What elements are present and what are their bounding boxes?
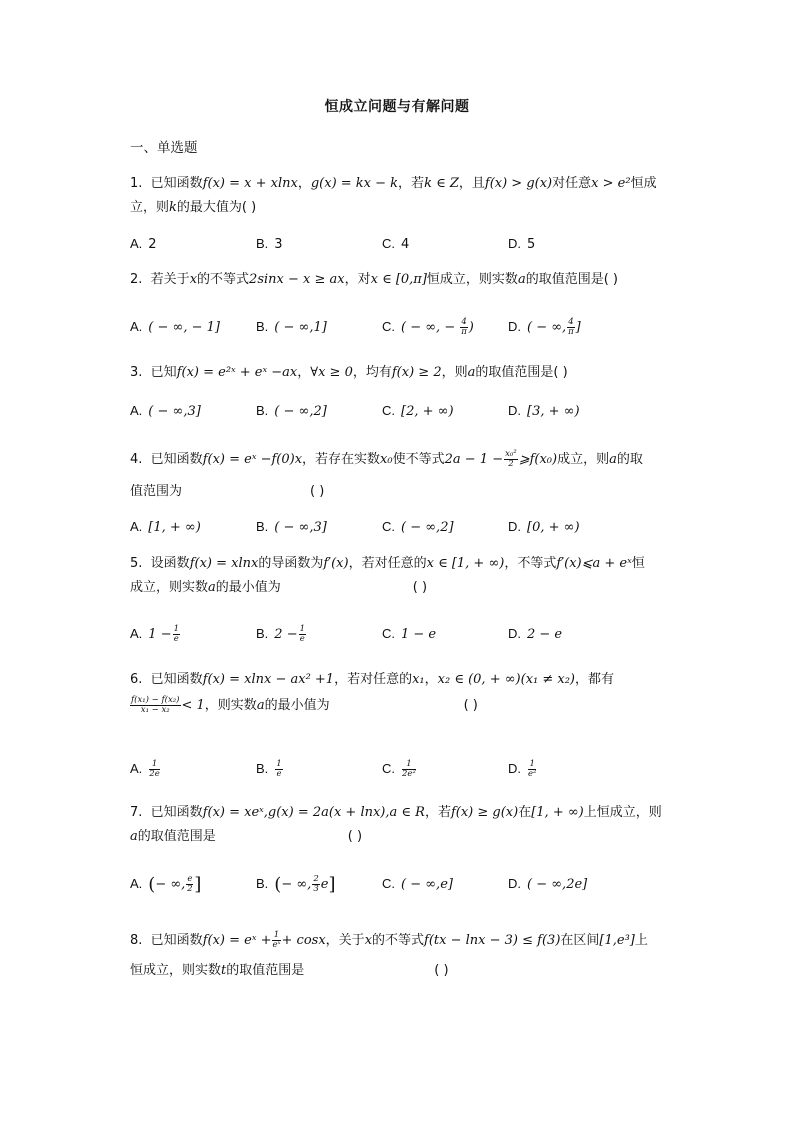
question-number: 6. [130, 672, 143, 687]
option-label: C. [382, 236, 395, 251]
option-label: A. [130, 626, 143, 641]
option-value: [3, + ∞) [527, 404, 580, 419]
question-text: ，不等式 [504, 556, 557, 571]
option-value: 2 − e [527, 627, 563, 642]
option-a[interactable] [130, 399, 201, 424]
option-d[interactable] [508, 315, 581, 340]
option-label: B. [256, 626, 269, 641]
fraction-numerator: 1 [276, 759, 282, 769]
question-text: 对任意 [552, 176, 592, 191]
question-text: ，若 [398, 176, 425, 191]
option-label: A. [130, 236, 143, 251]
math: a [130, 829, 138, 844]
option-c[interactable] [382, 315, 474, 340]
options-5 [130, 622, 690, 646]
option-value: 3 [274, 237, 283, 252]
question-text: 成立，则 [557, 452, 610, 467]
math: x ∈ [1, + ∞) [426, 556, 505, 571]
math: a [517, 272, 526, 287]
math: f′(x) [323, 556, 349, 571]
option-value: [2, + ∞) [401, 404, 454, 419]
fraction [528, 760, 536, 779]
option-a[interactable] [130, 515, 201, 540]
question-text: 恒 [631, 556, 645, 571]
math: x₁ [412, 672, 425, 687]
question-text: 已知 [150, 365, 177, 380]
fraction-denominator: x₁ − x₂ [140, 705, 170, 715]
question-text: 的取值范围是( ) [475, 365, 568, 380]
fraction-denominator: e [299, 634, 305, 644]
question-text: ，则 [441, 365, 468, 380]
math: f(x) = xeˣ,g(x) = 2a(x + lnx),a ∈ R [202, 805, 425, 820]
question-text: ，若存在实数 [302, 452, 381, 467]
math: f(x) ≥ g(x) [450, 805, 519, 820]
option-value: ( − ∞,2] [274, 404, 327, 419]
math: 2a − 1 − [444, 452, 504, 467]
option-label: C. [382, 403, 395, 418]
fraction-denominator: 2 [508, 459, 514, 469]
answer-bracket: ( ) [434, 963, 449, 978]
fraction-numerator: x₀² [505, 449, 517, 459]
options-7 [130, 872, 690, 896]
math: a [208, 580, 216, 595]
math: f(x) = eˣ + [202, 933, 272, 948]
math: f(x) > g(x) [484, 176, 553, 191]
math: x₂ ∈ (0, + ∞)(x₁ ≠ x₂) [437, 672, 576, 687]
option-d[interactable] [508, 515, 580, 540]
option-value: 5 [527, 237, 536, 252]
option-label: A. [130, 761, 143, 776]
question-number: 8. [130, 933, 143, 948]
math: f′(x)⩽a + eˣ [556, 556, 632, 571]
question-text: ， [297, 365, 311, 380]
fraction-numerator: 2 [313, 874, 319, 884]
option-label: C. [382, 876, 395, 891]
option-value: ( − ∞, − [401, 320, 460, 335]
question-text: 在区间 [560, 933, 600, 948]
question-text: 若关于 [150, 272, 190, 287]
question-text: 已知函数 [150, 805, 203, 820]
option-label: B. [256, 761, 269, 776]
section-heading: 一、单选题 [130, 140, 198, 156]
math: [1, + ∞) [531, 805, 584, 820]
option-b[interactable] [256, 757, 284, 782]
option-value-tail: e [320, 877, 329, 892]
option-label: C. [382, 319, 395, 334]
question-text: 已知函数 [150, 672, 203, 687]
option-value: 2 − [274, 627, 298, 642]
question-text: 在 [518, 805, 532, 820]
option-label: B. [256, 876, 269, 891]
option-value: 1 − [148, 627, 172, 642]
fraction-denominator: eˣ [272, 940, 281, 950]
option-b[interactable] [256, 872, 335, 897]
fraction-denominator: e [173, 634, 179, 644]
option-d[interactable] [508, 399, 580, 424]
question-4 [130, 444, 695, 508]
fraction-numerator: 1 [402, 760, 416, 770]
option-label: A. [130, 403, 143, 418]
fraction-denominator: 2e² [402, 769, 416, 779]
option-a[interactable] [130, 872, 201, 897]
math: + cosx [281, 933, 326, 948]
question-text: 的最小值为 [264, 698, 330, 713]
math: a [609, 452, 617, 467]
math: f(x) = e²ˣ + eˣ −ax [176, 365, 298, 380]
option-value: 2 [148, 237, 157, 252]
option-b[interactable] [256, 622, 307, 647]
option-value: 4 [401, 237, 410, 252]
math: x [364, 933, 373, 948]
math: k [169, 200, 177, 215]
question-text: 立，则 [130, 200, 170, 215]
option-value: ( − ∞,3] [274, 520, 327, 535]
fraction [186, 875, 193, 894]
option-value: − ∞, [281, 877, 312, 892]
question-text: ，关于 [325, 933, 365, 948]
fraction-numerator: 1 [529, 759, 535, 769]
fraction-denominator: 2 [187, 884, 193, 894]
option-b[interactable] [256, 399, 327, 424]
option-value-tail: ] [575, 320, 581, 335]
option-label: C. [382, 519, 395, 534]
option-label: A. [130, 519, 143, 534]
question-text: ， [297, 176, 311, 191]
math: t [221, 963, 227, 978]
math: [1,e³] [599, 933, 635, 948]
option-label: A. [130, 319, 143, 334]
option-c[interactable] [382, 399, 454, 424]
option-label: D. [508, 626, 521, 641]
option-a[interactable] [130, 232, 157, 257]
option-value: [1, + ∞) [148, 520, 201, 535]
option-value: ( − ∞,2e] [527, 877, 588, 892]
option-value: ( − ∞,2] [401, 520, 454, 535]
option-label: C. [382, 761, 395, 776]
question-text: ，若 [424, 805, 451, 820]
option-c[interactable] [382, 872, 453, 897]
fraction [149, 760, 159, 779]
question-text: 恒成立，则实数 [130, 963, 222, 978]
question-text: 的取值范围是 [226, 963, 305, 978]
option-value-tail: ) [468, 320, 474, 335]
option-value: ( − ∞,1] [274, 320, 327, 335]
fraction-numerator: 4 [461, 317, 467, 327]
close-bracket: ] [194, 874, 202, 895]
option-value: ( − ∞,e] [401, 877, 453, 892]
question-text: ，若对任意的 [348, 556, 427, 571]
question-text: 已知函数 [150, 176, 203, 191]
answer-bracket: ( ) [463, 698, 478, 713]
option-d[interactable] [508, 622, 562, 647]
question-text: ，且 [458, 176, 485, 191]
question-text: 的不等式 [197, 272, 250, 287]
open-bracket: ( [274, 874, 282, 895]
option-value: − ∞, [155, 877, 186, 892]
fraction-numerator: 1 [273, 930, 280, 940]
option-label: D. [508, 519, 521, 534]
option-c[interactable] [382, 232, 409, 257]
math: a [467, 365, 476, 380]
options-4 [130, 515, 690, 539]
fraction [567, 318, 574, 337]
math: x₀ [380, 452, 393, 467]
options-1 [130, 232, 690, 256]
math: f(x) = xlnx − ax² +1 [202, 672, 335, 687]
question-text: 上 [634, 933, 648, 948]
question-text: 的不等式 [372, 933, 425, 948]
math: f(x) ≥ 2 [391, 365, 442, 380]
option-a[interactable] [130, 622, 181, 647]
question-text: 设函数 [150, 556, 190, 571]
option-value: ( − ∞,3] [148, 404, 201, 419]
option-a[interactable] [130, 757, 161, 782]
question-3 [130, 361, 695, 385]
option-label: D. [508, 876, 521, 891]
fraction [402, 760, 416, 779]
option-label: D. [508, 236, 521, 251]
option-value: 1 − e [401, 627, 437, 642]
question-text: 的最小值为 [215, 580, 281, 595]
question-text: 的取值范围是( ) [525, 272, 618, 287]
answer-bracket: ( ) [347, 829, 363, 844]
option-label: D. [508, 403, 521, 418]
fraction-numerator: 4 [568, 317, 574, 327]
option-b[interactable] [256, 515, 327, 540]
math: a [256, 698, 265, 713]
option-value: ( − ∞, [527, 320, 567, 335]
math: f(tx − lnx − 3) ≤ f(3) [424, 933, 561, 948]
question-text: ，均有 [352, 365, 392, 380]
question-text: 恒成 [630, 176, 657, 191]
fraction-denominator: π [568, 327, 574, 337]
question-text: 已知函数 [150, 452, 203, 467]
option-c[interactable] [382, 515, 454, 540]
math: x > e² [591, 176, 631, 191]
question-number: 5. [130, 556, 143, 571]
fraction-numerator: f(x₁) − f(x₂) [131, 695, 180, 705]
fraction [275, 760, 282, 779]
math: g(x) = kx − k [310, 176, 399, 191]
option-label: B. [256, 236, 269, 251]
question-text: 的最大值为( ) [176, 200, 257, 215]
options-2 [130, 315, 690, 339]
fraction-denominator: e [276, 769, 282, 779]
option-label: B. [256, 519, 269, 534]
answer-bracket: ( ) [310, 484, 325, 499]
question-text: ，若对任意的 [334, 672, 413, 687]
math: f(x) = xlnx [189, 556, 259, 571]
fraction [272, 931, 280, 950]
math: ⩾f(x₀) [518, 452, 558, 467]
math: f(x) = eˣ −f(0)x [202, 452, 303, 467]
question-text: ，对 [344, 272, 371, 287]
fraction-numerator: 1 [173, 624, 180, 634]
fraction [504, 450, 518, 469]
question-6 [130, 667, 695, 719]
math: f(x) = x + xlnx [202, 176, 298, 191]
question-text: ， [424, 672, 438, 687]
fraction [130, 696, 181, 715]
option-c[interactable] [382, 622, 436, 647]
option-b[interactable] [256, 232, 283, 257]
question-8 [130, 926, 695, 986]
fraction-numerator: 1 [149, 760, 159, 770]
question-text: 的取 [616, 452, 643, 467]
question-text: 恒成立，则实数 [426, 272, 518, 287]
math: x ∈ [0,π] [370, 272, 427, 287]
question-text: 使不等式 [392, 452, 445, 467]
question-text: ，则实数 [204, 698, 257, 713]
fraction [460, 318, 467, 337]
math: 2sinx − x ≥ ax [249, 272, 345, 287]
option-label: B. [256, 403, 269, 418]
option-label: D. [508, 761, 521, 776]
question-number: 2. [130, 272, 143, 287]
question-text: ，都有 [575, 672, 615, 687]
question-text: 值范围为 [130, 484, 183, 499]
option-c[interactable] [382, 757, 417, 782]
option-label: D. [508, 319, 521, 334]
option-d[interactable] [508, 757, 537, 782]
option-d[interactable] [508, 232, 535, 257]
options-3 [130, 399, 690, 423]
question-text: 已知函数 [150, 933, 203, 948]
option-label: A. [130, 876, 143, 891]
question-text: 成立，则实数 [130, 580, 209, 595]
option-value: [0, + ∞) [527, 520, 580, 535]
question-number: 3. [130, 365, 143, 380]
option-value: ( − ∞, − 1] [148, 320, 220, 335]
fraction-denominator: 3 [313, 884, 319, 894]
fraction [299, 625, 306, 644]
page-title: 恒成立问题与有解问题 [324, 99, 470, 115]
question-7 [130, 801, 695, 849]
answer-bracket: ( ) [412, 580, 428, 595]
question-5 [130, 552, 695, 600]
fraction-denominator: 2e [149, 769, 160, 779]
fraction-denominator: e² [528, 769, 537, 779]
question-text: 的取值范围是 [137, 829, 216, 844]
math: k ∈ Z [424, 176, 459, 191]
question-2 [130, 268, 695, 292]
fraction-denominator: π [461, 327, 467, 337]
option-label: C. [382, 626, 395, 641]
fraction [173, 625, 180, 644]
close-bracket: ] [328, 874, 336, 895]
option-a[interactable] [130, 315, 220, 340]
options-6 [130, 757, 690, 781]
question-number: 4. [130, 452, 143, 467]
math: x [189, 272, 198, 287]
math: < 1 [181, 698, 205, 713]
question-1 [130, 172, 695, 220]
math: ∀x ≥ 0 [310, 365, 353, 380]
fraction [312, 875, 319, 894]
option-b[interactable] [256, 315, 327, 340]
fraction-numerator: 1 [299, 624, 306, 634]
option-d[interactable] [508, 872, 587, 897]
fraction-numerator: e [187, 874, 193, 884]
question-number: 1. [130, 176, 143, 191]
question-text: 上恒成立，则 [583, 805, 662, 820]
option-label: B. [256, 319, 269, 334]
question-number: 7. [130, 805, 143, 820]
open-bracket: ( [148, 874, 156, 895]
question-text: 的导函数为 [258, 556, 324, 571]
